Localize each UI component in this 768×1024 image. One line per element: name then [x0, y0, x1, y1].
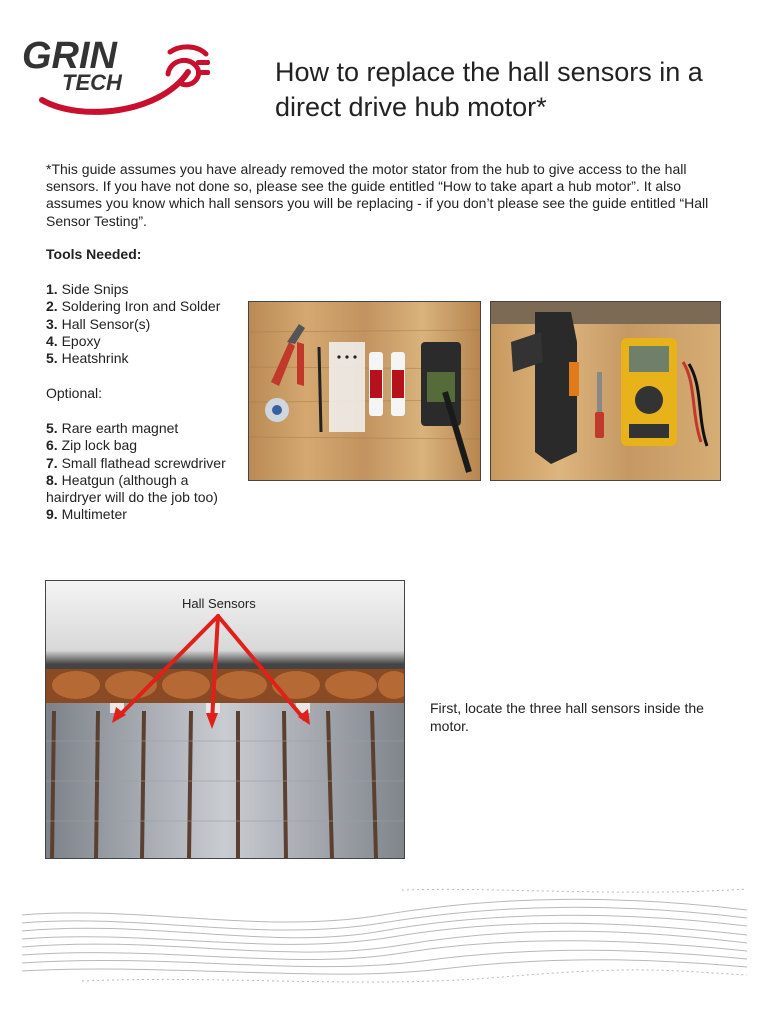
- list-item: 9. Multimeter: [46, 506, 127, 523]
- required-tools-list: [46, 281, 246, 367]
- list-item: 7. Small flathead screwdriver: [46, 454, 226, 471]
- grin-tech-logo-graphic: [20, 22, 215, 117]
- tools-photo-2: [490, 301, 721, 481]
- list-item: 1. Side Snips: [46, 281, 129, 297]
- optional-heading: Optional:: [46, 385, 103, 401]
- optional-tools-list: [46, 420, 246, 524]
- tools-heading: Tools Needed:: [46, 246, 142, 262]
- list-item: 8. Heatgun (although a hairdryer will do the job too): [46, 471, 218, 506]
- grin-tech-logo: [20, 22, 215, 117]
- list-item: 6. Zip lock bag: [46, 437, 138, 454]
- footer-wave-decoration: [22, 885, 747, 990]
- stator-photo: [45, 580, 405, 859]
- page-title: How to replace the hall sensors in a direct drive hub motor*: [275, 57, 703, 122]
- list-item: 5. Heatshrink: [46, 350, 129, 367]
- list-item: 2. Soldering Iron and Solder: [46, 298, 221, 315]
- svg-text:GRIN: GRIN: [22, 35, 117, 77]
- tools-photo-1: [248, 301, 481, 481]
- list-item: 3. Hall Sensor(s): [46, 315, 151, 332]
- step-instruction: First, locate the three hall sensors inside the motor.: [430, 700, 704, 734]
- hall-sensors-label: Hall Sensors: [182, 596, 256, 611]
- intro-paragraph: *This guide assumes you have already removed the motor stator from the hub to give access to the hall sensors. If you have not done so, please see the guide entitled “How to take apart a hub motor”. It also assumes you know which hall sensors you will be replacing - if you don’t please see the guide entitled “Hall Sensor Testing”.: [46, 161, 709, 229]
- list-item: 5. Rare earth magnet: [46, 420, 179, 436]
- svg-text:TECH: TECH: [62, 70, 122, 95]
- list-item: 4. Epoxy: [46, 332, 101, 349]
